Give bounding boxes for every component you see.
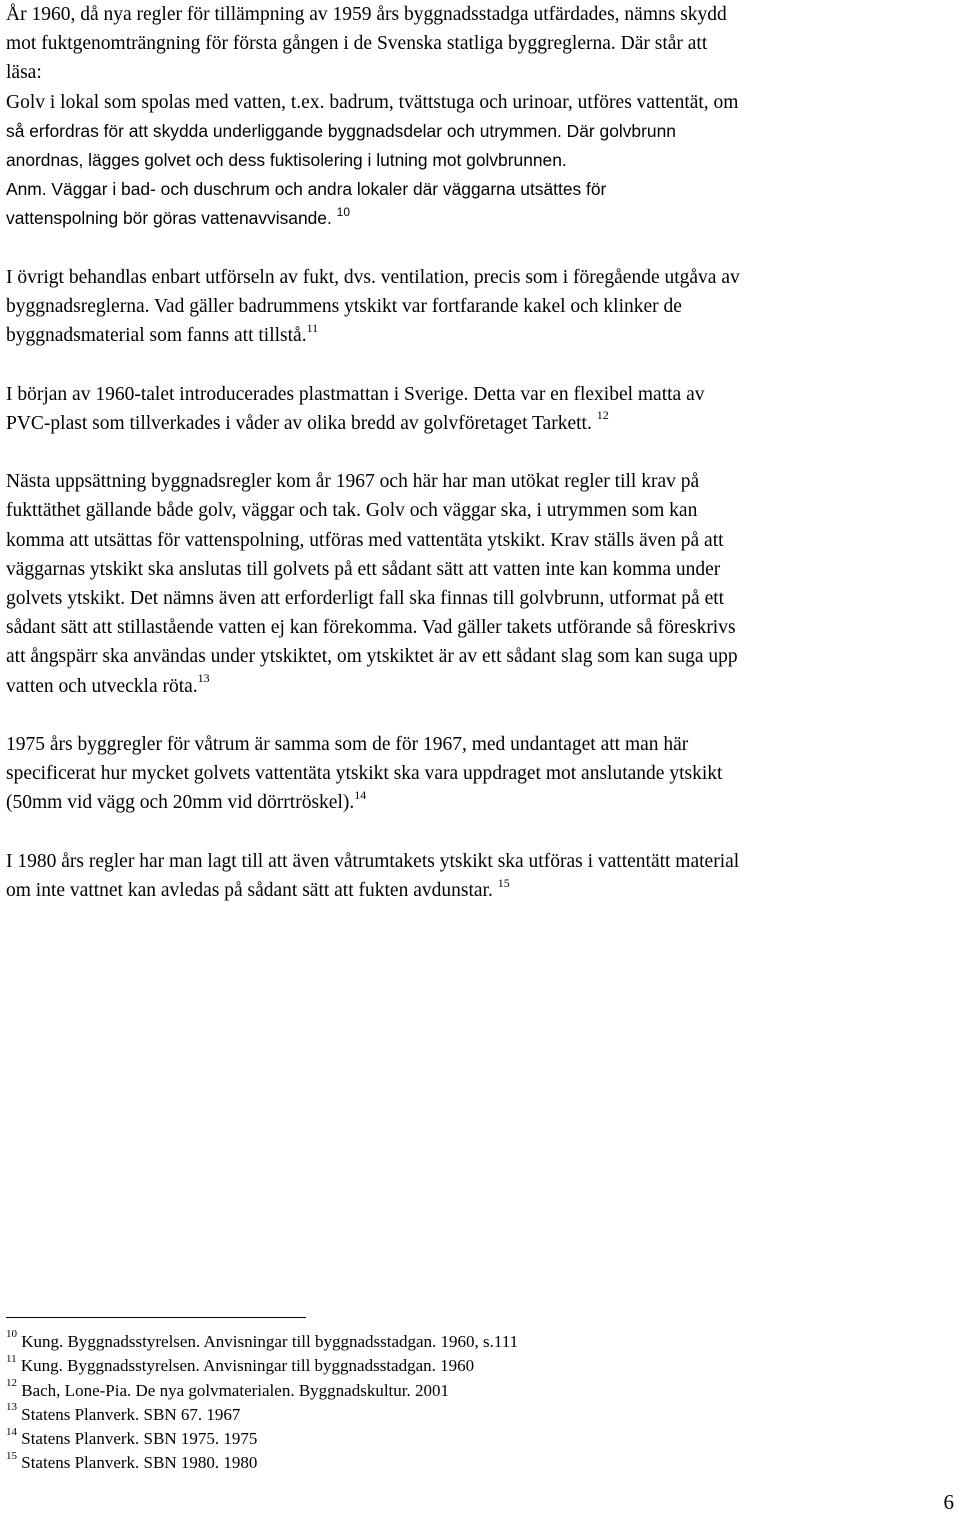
text-line: År 1960, då nya regler för tillämpning av 1959 års byggnadsstadga utfärdades, nämns skydd — [6, 4, 727, 25]
footnote-text: Bach, Lone-Pia. De nya golvmaterialen. Byggnadskultur. 2001 — [17, 1380, 449, 1400]
footnote — [6, 1376, 906, 1403]
footnote-number: 15 — [6, 1449, 17, 1462]
paragraph-1967-regulations — [6, 467, 954, 701]
footnote — [6, 1451, 906, 1475]
text-line — [6, 788, 954, 817]
footnote — [6, 1403, 906, 1427]
footnote-text: Kung. Byggnadsstyrelsen. Anvisningar till byggnadsstadgan. 1960, s.111 — [17, 1332, 519, 1351]
footnote-ref: 10 — [336, 204, 350, 219]
text-line-part: (50mm vid vägg och 20mm vid dörrtröskel). — [6, 792, 355, 814]
text-line: så erfordras för att skydda underliggande byggnadsdelar och utrymmen. Där golvbrunn — [6, 120, 676, 141]
footnote-number: 14 — [6, 1425, 17, 1438]
text-line: I 1980 års regler har man lagt till att även våtrumtakets ytskikt ska utföras i vattentätt material — [6, 850, 740, 872]
paragraph-1975-regulations — [6, 730, 954, 818]
footnote-ref: 15 — [497, 875, 510, 890]
text-line — [6, 175, 954, 204]
footnote — [6, 1354, 906, 1378]
text-line — [6, 204, 954, 233]
footnote-number: 11 — [6, 1352, 17, 1365]
footnote-text: Kung. Byggnadsstyrelsen. Anvisningar till byggnadsstadgan. 1960 — [16, 1356, 475, 1376]
page-number: 6 — [943, 1490, 954, 1514]
text-line — [6, 876, 954, 905]
text-line-part: PVC-plast som tillverkades i våder av olika bredd av golvföretaget Tarkett. — [6, 412, 597, 434]
footnotes — [6, 1330, 906, 1476]
text-line: läsa: — [6, 62, 42, 84]
footnote-number: 12 — [6, 1376, 17, 1389]
footnote — [6, 1427, 906, 1451]
text-line: I början av 1960-talet introducerades plastmattan i Sverige. Detta var en flexibel matta av — [6, 383, 705, 405]
footnote-ref: 14 — [354, 787, 367, 802]
text-line: I övrigt behandlas enbart utförseln av fukt, dvs. ventilation, precis som i föregående utgåva av — [6, 266, 740, 288]
text-line: golvets ytskikt. Det nämns även att erforderligt fall ska finnas till golvbrunn, utformat på ett — [6, 588, 725, 610]
text-line-part: vatten och utveckla röta. — [6, 675, 198, 697]
text-line: väggarnas ytskikt ska anslutas till golvets på ett sådant sätt att vatten inte kan komma under — [6, 558, 721, 580]
text-line-part: om inte vattnet kan avledas på sådant sätt att fukten avdunstar. — [6, 880, 498, 902]
footnote-text: Statens Planverk. SBN 67. 1967 — [17, 1404, 241, 1424]
paragraph-ventilation — [6, 263, 954, 351]
paragraph-plastmatta — [6, 380, 954, 438]
text-line: att ångspärr ska användas under ytskiktet, om ytskiktet är av ett sådant slag som kan suga upp — [6, 646, 738, 668]
text-line — [6, 321, 954, 350]
text-line — [6, 409, 954, 438]
text-line: komma att utsättas för vattenspolning, utföras med vattentäta ytskikt. Krav ställs även på att — [6, 529, 724, 551]
text-line: byggnadsreglerna. Vad gäller badrummens ytskikt var fortfarande kakel och klinker de — [6, 296, 682, 318]
paragraph-1960-regulations — [6, 0, 954, 234]
paragraph-1980-regulations — [6, 847, 954, 905]
footnote-text: Statens Planverk. SBN 1980. 1980 — [17, 1453, 258, 1473]
footnote-separator — [6, 1317, 306, 1318]
footnote-ref: 12 — [596, 408, 609, 423]
text-line: anordnas, lägges golvet och dess fuktisolering i lutning mot golvbrunnen. — [6, 150, 567, 171]
text-line: Golv i lokal som spolas med vatten, t.ex. badrum, tvättstuga och urinoar, utföres vattentät, om — [6, 91, 739, 113]
footnote-number: 10 — [6, 1328, 17, 1341]
text-line: Nästa uppsättning byggnadsregler kom år 1967 och här har man utökat regler till krav på — [6, 471, 700, 493]
footnote-number: 13 — [6, 1401, 17, 1414]
text-line: specificerat hur mycket golvets vattentäta ytskikt ska vara uppdraget mot anslutande ytskikt — [6, 763, 723, 785]
footnote-text: Statens Planverk. SBN 1975. 1975 — [17, 1429, 258, 1449]
text-line: 1975 års byggregler för våtrum är samma som de för 1967, med undantaget att man här — [6, 734, 689, 756]
footnote-ref: 13 — [197, 671, 210, 686]
footnote-ref: 11 — [306, 320, 319, 335]
text-line-part: Anm. Väggar i bad- och duschrum och andra lokaler där väggarna utsättes för — [6, 179, 607, 200]
footnote — [6, 1330, 906, 1354]
text-line: fukttäthet gällande både golv, väggar och tak. Golv och väggar ska, i utrymmen som kan — [6, 500, 698, 522]
text-line-part: vattenspolning bör göras vattenavvisande. — [6, 208, 337, 229]
text-line: sådant sätt att stillastående vatten ej kan förekomma. Vad gäller takets utförande så föreskrivs — [6, 617, 736, 639]
document-page — [6, 0, 954, 905]
text-line: mot fuktgenomträngning för första gången i de Svenska statliga byggreglerna. Där står att — [6, 33, 708, 55]
text-line — [6, 672, 954, 701]
text-line-part: byggnadsmaterial som fanns att tillstå. — [6, 325, 307, 347]
